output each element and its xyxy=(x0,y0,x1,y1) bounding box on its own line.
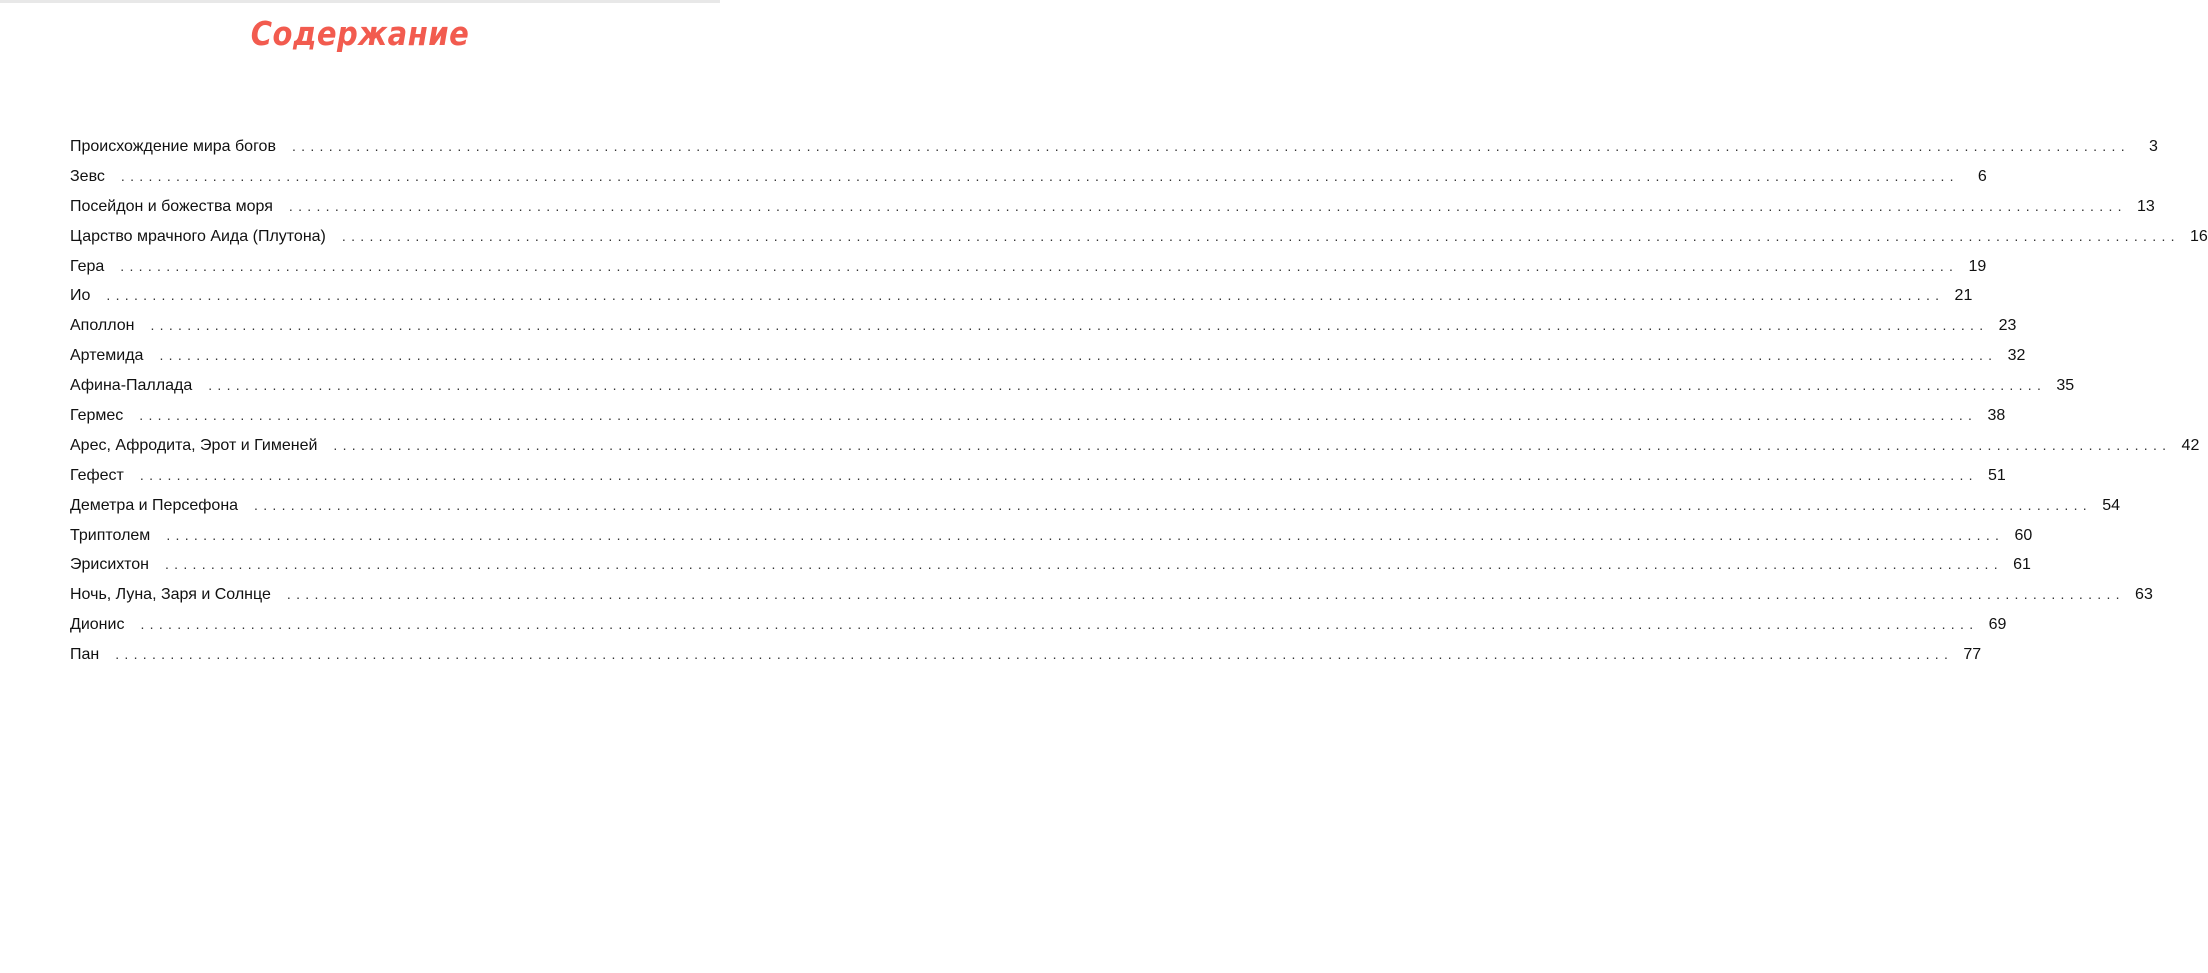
toc-entry-page: 61 xyxy=(2013,556,2031,574)
toc-entry-title: Гефест xyxy=(70,466,124,484)
page-title: Содержание xyxy=(250,14,470,54)
toc-entry[interactable] xyxy=(70,341,2026,371)
toc-entry-title: Дионис xyxy=(70,616,125,634)
toc-entry[interactable] xyxy=(70,580,2153,610)
toc-entry[interactable] xyxy=(70,281,1973,311)
dot-leader: ........................................................................................................................................................................................................ xyxy=(120,167,1959,184)
dot-leader: ........................................................................................................................................................................................................ xyxy=(115,646,1954,663)
toc-entry-title: Деметра и Персефона xyxy=(70,496,239,514)
toc-entry[interactable] xyxy=(70,311,2017,341)
toc-entry-page: 54 xyxy=(2102,496,2120,514)
table-of-contents xyxy=(70,132,2208,670)
page-top-edge xyxy=(0,0,720,3)
dot-leader: ........................................................................................................................................................................................................ xyxy=(139,466,1978,483)
toc-entry-title: Афина-Паллада xyxy=(70,377,193,395)
toc-entry[interactable] xyxy=(70,252,1987,282)
dot-leader: ........................................................................................................................................................................................................ xyxy=(288,197,2127,214)
toc-entry-page: 21 xyxy=(1954,287,1973,305)
toc-entry[interactable] xyxy=(70,162,1987,192)
toc-entry-page: 38 xyxy=(1987,407,2006,425)
toc-entry-title: Происхождение мира богов xyxy=(70,138,276,155)
toc-entry-page: 35 xyxy=(2056,377,2075,395)
toc-entry-page: 13 xyxy=(2137,197,2155,215)
toc-entry[interactable] xyxy=(70,401,2006,431)
toc-entry[interactable] xyxy=(70,521,2033,551)
toc-entry[interactable] xyxy=(70,610,2007,640)
toc-entry-page: 32 xyxy=(2007,347,2026,365)
toc-entry-title: Триптолем xyxy=(70,526,151,544)
dot-leader: ........................................................................................................................................................................................................ xyxy=(166,526,2005,543)
toc-entry-page: 77 xyxy=(1963,646,1982,664)
toc-entry[interactable] xyxy=(70,222,2208,252)
toc-entry-page: 16 xyxy=(2190,227,2208,245)
dot-leader: ........................................................................................................................................................................................................ xyxy=(286,586,2125,603)
toc-entry[interactable] xyxy=(70,491,2120,521)
dot-leader: ........................................................................................................................................................................................................ xyxy=(341,227,2180,244)
toc-entry[interactable] xyxy=(70,640,1982,670)
toc-entry-title: Эрисихтон xyxy=(70,556,149,574)
toc-entry-page: 23 xyxy=(1998,317,2017,335)
toc-entry-title: Гермес xyxy=(70,407,124,425)
toc-entry-title: Пан xyxy=(70,646,100,664)
toc-entry-title: Ночь, Луна, Заря и Солнце xyxy=(70,586,271,604)
toc-entry-title: Аполлон xyxy=(70,317,135,335)
dot-leader: ........................................................................................................................................................................................................ xyxy=(208,377,2047,394)
toc-entry-title: Артемида xyxy=(70,347,144,365)
dot-leader: ........................................................................................................................................................................................................ xyxy=(150,317,1989,334)
toc-entry-page: 6 xyxy=(1977,167,1987,185)
dot-leader: ........................................................................................................................................................................................................ xyxy=(291,138,2130,154)
toc-entry-title: Гера xyxy=(70,257,105,275)
toc-entry-page: 19 xyxy=(1968,257,1987,275)
toc-entry[interactable] xyxy=(70,431,2200,461)
toc-entry-title: Посейдон и божества моря xyxy=(70,197,273,215)
dot-leader: ........................................................................................................................................................................................................ xyxy=(254,496,2092,513)
dot-leader: ........................................................................................................................................................................................................ xyxy=(333,436,2172,453)
toc-entry-page: 60 xyxy=(2014,526,2033,544)
toc-entry-page: 63 xyxy=(2135,586,2153,604)
toc-entry[interactable] xyxy=(70,550,2031,580)
toc-entry-page: 3 xyxy=(2148,138,2158,155)
toc-entry[interactable] xyxy=(70,371,2075,401)
dot-leader: ........................................................................................................................................................................................................ xyxy=(140,616,1979,633)
toc-entry-page: 51 xyxy=(1988,466,2006,484)
dot-leader: ........................................................................................................................................................................................................ xyxy=(106,287,1945,304)
dot-leader: ........................................................................................................................................................................................................ xyxy=(159,347,1998,364)
toc-entry-title: Царство мрачного Аида (Плутона) xyxy=(70,227,326,245)
toc-entry-title: Арес, Афродита, Эрот и Гименей xyxy=(70,436,318,454)
dot-leader: ........................................................................................................................................................................................................ xyxy=(120,257,1959,274)
dot-leader: ........................................................................................................................................................................................................ xyxy=(164,556,2003,573)
toc-entry-page: 42 xyxy=(2181,436,2200,454)
toc-entry-page: 69 xyxy=(1988,616,2007,634)
toc-entry[interactable] xyxy=(70,192,2155,222)
toc-entry[interactable] xyxy=(70,132,2158,162)
dot-leader: ........................................................................................................................................................................................................ xyxy=(139,407,1978,424)
toc-entry[interactable] xyxy=(70,461,2006,491)
toc-entry-title: Зевс xyxy=(70,167,105,185)
toc-entry-title: Ио xyxy=(70,287,91,305)
